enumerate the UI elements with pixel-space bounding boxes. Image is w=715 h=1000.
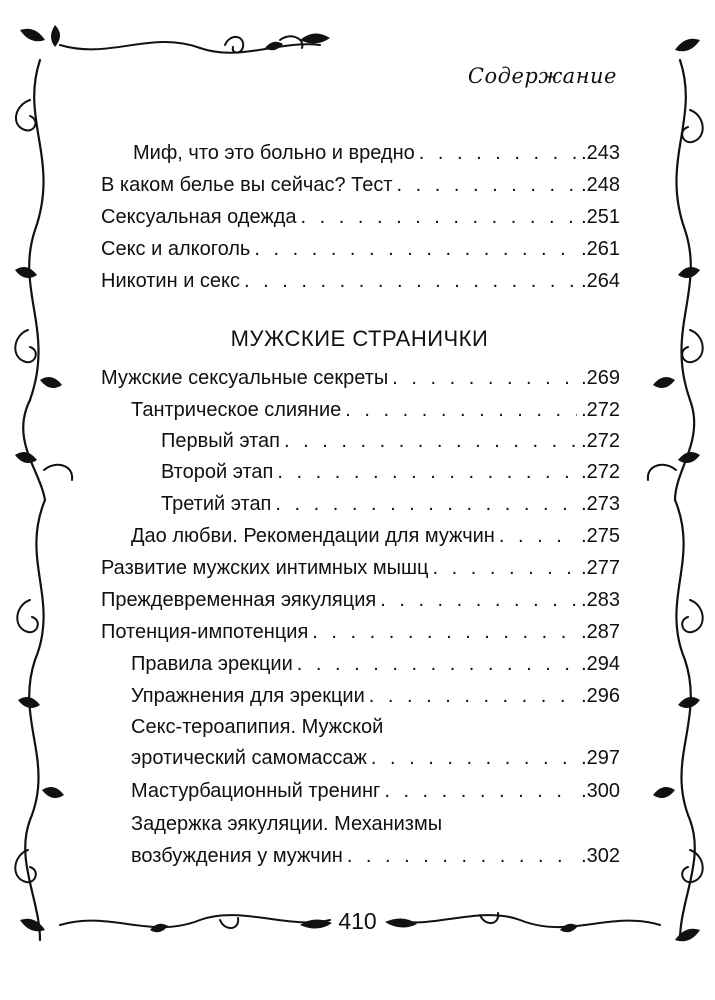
toc-entry (131, 648, 620, 680)
toc-entry-page: .264 (581, 270, 620, 292)
leader-dots (275, 488, 577, 520)
toc-entry-title: Второй этап (161, 461, 274, 483)
toc-entry-title: Упражнения для эрекции (131, 685, 365, 707)
toc-entry (101, 584, 620, 616)
leader-dots (419, 137, 577, 169)
toc-entry-title: Секс и алкоголь (101, 238, 251, 260)
toc-entry-title: Третий этап (161, 493, 272, 515)
toc-entry (101, 552, 620, 584)
toc-entry-page: .261 (581, 238, 620, 260)
toc-entry-title: Дао любви. Рекомендации для мужчин (131, 525, 495, 547)
toc-entry-page: .272 (581, 399, 620, 421)
leader-dots (277, 456, 577, 488)
toc-entry-page: .275 (581, 525, 620, 547)
toc-entry-title: Правила эрекции (131, 653, 293, 675)
leader-dots (397, 169, 578, 201)
toc-entry-page: .277 (581, 557, 620, 579)
toc-entry-title: Никотин и секс (101, 270, 241, 292)
leader-dots (392, 362, 577, 394)
leader-dots (499, 520, 577, 552)
toc-entry (131, 711, 620, 743)
toc-entry-page: .294 (581, 653, 620, 675)
toc-entry (101, 201, 620, 233)
leader-dots (384, 775, 577, 807)
toc-entry (131, 520, 620, 552)
toc-entry-title: Секс-тероапипия. Мужской (131, 716, 384, 738)
toc-entry-title: возбуждения у мужчин (131, 845, 343, 867)
toc-entry-page: .272 (581, 430, 620, 452)
toc-entry (131, 394, 620, 426)
leader-dots (345, 394, 577, 426)
toc-entry (131, 775, 620, 807)
toc-entry (131, 808, 620, 840)
leader-dots (301, 201, 578, 233)
toc-entry-title: Миф, что это больно и вредно (133, 142, 415, 164)
toc-entry-page: .283 (581, 589, 620, 611)
leader-dots (254, 233, 577, 265)
toc-entry (131, 680, 620, 712)
toc-entry-title: Развитие мужских интимных мышц (101, 557, 429, 579)
toc-entry (101, 169, 620, 201)
toc-entry-page: .269 (581, 367, 620, 389)
toc-entry-title: Мужские сексуальные секреты (101, 367, 389, 389)
toc-entry (101, 233, 620, 265)
toc-entry (101, 616, 620, 648)
running-head: Содержание (467, 64, 617, 88)
toc-entry-title: эротический самомассаж (131, 747, 367, 769)
leader-dots (433, 552, 578, 584)
toc-entry-page: .273 (581, 493, 620, 515)
toc-entry-title: Задержка эякуляции. Механизмы (131, 813, 443, 835)
toc-entry-title: Потенция-импотенция (101, 621, 309, 643)
toc-entry (161, 488, 620, 520)
leader-dots (380, 584, 577, 616)
toc-entry-page: .296 (581, 685, 620, 707)
toc-entry-page: .251 (581, 206, 620, 228)
leader-dots (244, 265, 577, 297)
toc-entry-page: .272 (581, 461, 620, 483)
leader-dots (371, 742, 577, 774)
toc-entry (131, 840, 620, 872)
toc-entry (101, 265, 620, 297)
leader-dots (297, 648, 577, 680)
toc-entry-title: Мастурбационный тренинг (131, 780, 381, 802)
toc-entry-page: .248 (581, 174, 620, 196)
toc-entry-title: Первый этап (161, 430, 281, 452)
toc-entry-page: .297 (581, 747, 620, 769)
leader-dots (347, 840, 577, 872)
toc-entry-title: Тантрическое слияние (131, 399, 342, 421)
toc-entry-page: .302 (581, 845, 620, 867)
section-title: МУЖСКИЕ СТРАНИЧКИ (230, 326, 489, 351)
toc-entry-page: .287 (581, 621, 620, 643)
toc-entry-page: .243 (581, 142, 620, 164)
leader-dots (369, 680, 577, 712)
leader-dots (284, 425, 577, 457)
leader-dots (312, 616, 577, 648)
toc-entry (101, 362, 620, 394)
toc-entry-title: Преждевременная эякуляция (101, 589, 377, 611)
page-number: 410 (338, 908, 377, 934)
toc-entry (161, 425, 620, 457)
toc-entry-title: Сексуальная одежда (101, 206, 297, 228)
toc-entry (131, 742, 620, 774)
toc-entry (161, 456, 620, 488)
toc-entry-title: В каком белье вы сейчас? Тест (101, 174, 393, 196)
toc-entry-page: .300 (581, 780, 620, 802)
toc-entry (133, 137, 620, 169)
